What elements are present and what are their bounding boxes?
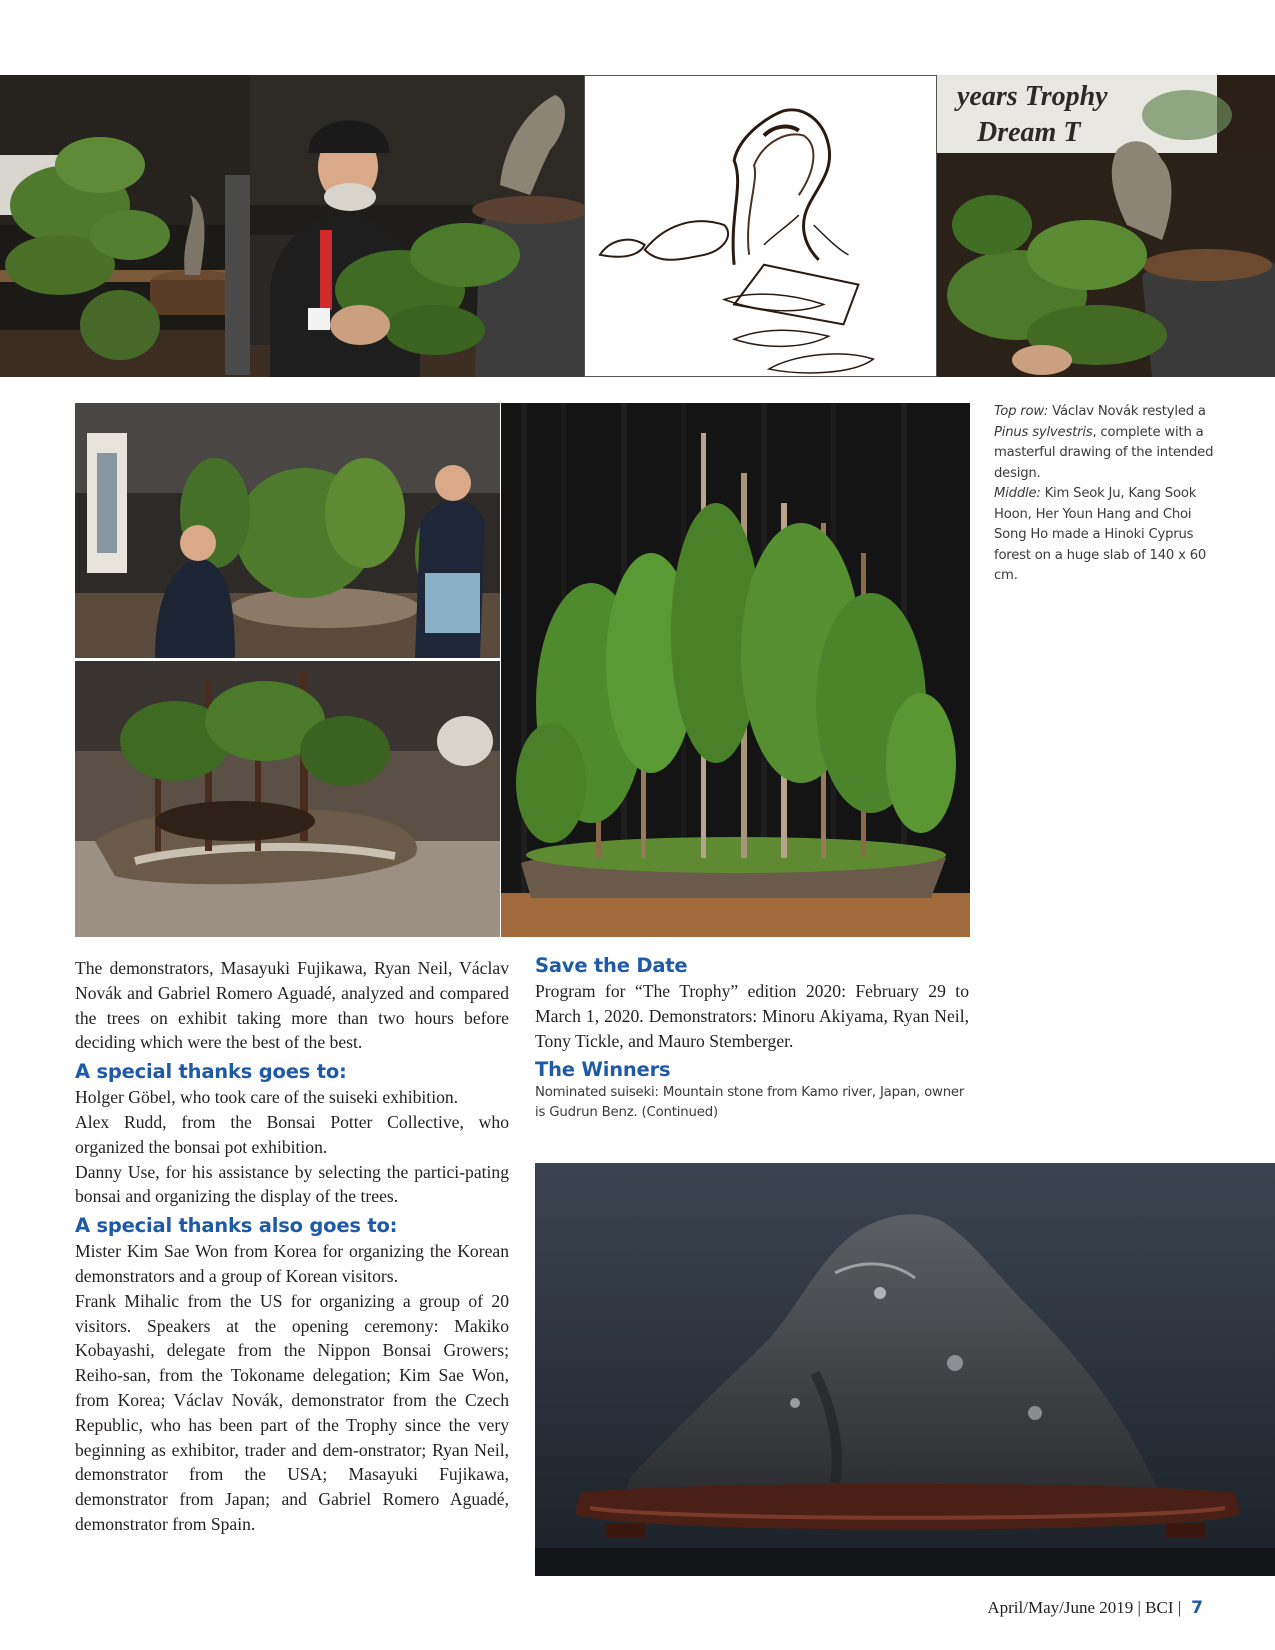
thanks-paragraph-3: Danny Use, for his assistance by selecting the partici-pating bonsai and organizing the display of the trees.: [75, 1161, 509, 1207]
thanks-paragraph-2: Alex Rudd, from the Bonsai Potter Collective, who organized the bonsai pot exhibition.: [75, 1111, 509, 1157]
thanks-paragraph-5: Frank Mihalic from the US for organizing a group of 20 visitors. Speakers at the opening ceremony: Makiko Kobayashi, delegate from the Nippon Bonsai Growers; Reiho-san, from the Tokoname delegation; Kim Sae Won, from Korea; Václav Novák, demonstrator from the Czech Republic, who has been part of the Trophy since the very beginning as exhibitor, trader and dem-onstrator; Ryan Neil, demonstrator from the USA; Masayuki Fujikawa, demonstrator from Japan; and Gabriel Romero Aguadé, demonstrator from Spain.: [75, 1290, 509, 1534]
caption-middle-row: [994, 484, 1216, 587]
photo-caption: [994, 402, 1216, 587]
caption-top-text-2: , complete with a masterful drawing of the intended design.: [994, 424, 1214, 481]
suiseki-mountain-stone-photo: [535, 1163, 1275, 1576]
hinoki-forest-photo: [501, 403, 970, 937]
issue-info: April/May/June 2019 | BCI |: [987, 1598, 1182, 1617]
save-the-date-heading: Save the Date: [535, 954, 688, 977]
caption-top-label: Top row:: [994, 404, 1049, 419]
page-footer: [987, 1598, 1203, 1618]
korean-team-photo: [75, 403, 500, 658]
demonstrator-styling-photo: [250, 75, 584, 377]
special-thanks-also-heading: A special thanks also goes to:: [75, 1214, 398, 1238]
right-text-column: [535, 954, 969, 1123]
design-drawing: [584, 75, 937, 377]
program-paragraph: Program for “The Trophy” edition 2020: February 29 to March 1, 2020. Demonstrators: Minoru Akiyama, Ryan Neil, Tony Tickle, and Mauro Stemberger.: [535, 981, 969, 1051]
winners-caption: Nominated suiseki: Mountain stone from Kamo river, Japan, owner is Gudrun Benz. (Continued): [535, 1085, 965, 1121]
thanks-paragraph-1: Holger Göbel, who took care of the suiseki exhibition.: [75, 1087, 459, 1108]
page-number: 7: [1191, 1598, 1203, 1618]
caption-middle-label: Middle:: [994, 486, 1041, 501]
intro-paragraph: The demonstrators, Masayuki Fujikawa, Ryan Neil, Václav Novák and Gabriel Romero Aguadé, analyzed and compared the trees on exhibit taking more than two hours before deciding which were the best of the best.: [75, 958, 509, 1053]
caption-species: Pinus sylvestris: [994, 424, 1093, 440]
thanks-paragraph-4: Mister Kim Sae Won from Korea for organizing the Korean demonstrators and a group of Korean visitors.: [75, 1241, 509, 1286]
left-text-column: [75, 956, 509, 1537]
special-thanks-heading: A special thanks goes to:: [75, 1060, 347, 1084]
winners-heading: The Winners: [535, 1058, 671, 1082]
banner-text-1: years Trophy: [957, 81, 1108, 112]
caption-top-row: [994, 402, 1216, 484]
caption-middle-text: Kim Seok Ju, Kang Sook Hoon, Her Youn Hang and Choi Song Ho made a Hinoki Cyprus forest on a huge slab of 140 x 60 cm.: [994, 486, 1207, 583]
caption-top-text-1: Václav Novák restyled a: [1048, 404, 1206, 419]
bonsai-pine-photo: [0, 75, 250, 377]
forest-slab-closeup-photo: [75, 661, 500, 937]
banner-text-2: Dream T: [977, 117, 1081, 148]
styled-tree-photo: [937, 75, 1275, 377]
